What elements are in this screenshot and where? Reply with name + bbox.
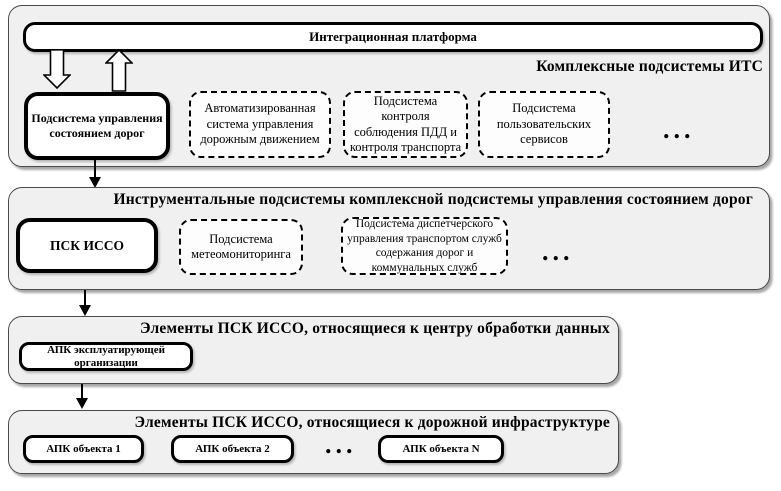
arrow-roads-to-instrumental-icon [89, 158, 101, 188]
data-center-section-title: Элементы ПСК ИССО, относящиеся к центру обработки данных [140, 320, 610, 337]
integration-platform-label: Интеграционная платформа [309, 29, 477, 44]
arrow-platform-up-icon [105, 49, 133, 92]
section-instrumental-subsystems [8, 187, 770, 290]
apk-object-1-box: АПК объекта 1 [23, 435, 144, 463]
instrumental-section-title: Инструментальные подсистемы комплексной подсистемы управления состоянием дорог [113, 191, 753, 208]
user-services-box: Подсистема пользовательских сервисов [478, 91, 610, 158]
arrow-platform-down-icon [43, 49, 71, 89]
psk-isso-box: ПСК ИССО [16, 218, 158, 273]
section-data-center-elements [8, 316, 619, 384]
instrumental-more-ellipsis: ... [542, 237, 574, 266]
its-section-title: Комплексные подсистемы ИТС [536, 58, 763, 75]
integration-platform-box [23, 22, 763, 52]
traffic-rules-control-box: Подсистема контроля соблюдения ПДД и контроля транспорта [343, 91, 468, 158]
apk-object-2-box: АПК объекта 2 [171, 435, 294, 463]
section-infrastructure-elements [8, 410, 619, 474]
its-more-ellipsis: ... [663, 115, 695, 144]
apk-operating-org-box: АПК эксплуатирующей организации [19, 342, 193, 371]
dispatch-management-box: Подсистема диспетчерского управления транспортом служб содержания дорог и коммунальных служб [341, 217, 508, 275]
apk-object-n-box: АПК объекта N [378, 435, 504, 463]
roads-management-subsystem-box: Подсистема управления состоянием дорог [24, 92, 170, 160]
meteo-monitoring-box: Подсистема метеомониторинга [179, 219, 303, 275]
traffic-control-system-box: Автоматизированная система управления дорожным движением [189, 91, 331, 158]
infrastructure-section-title: Элементы ПСК ИССО, относящиеся к дорожной инфраструктуре [134, 414, 610, 431]
infrastructure-more-ellipsis: ... [325, 430, 357, 459]
